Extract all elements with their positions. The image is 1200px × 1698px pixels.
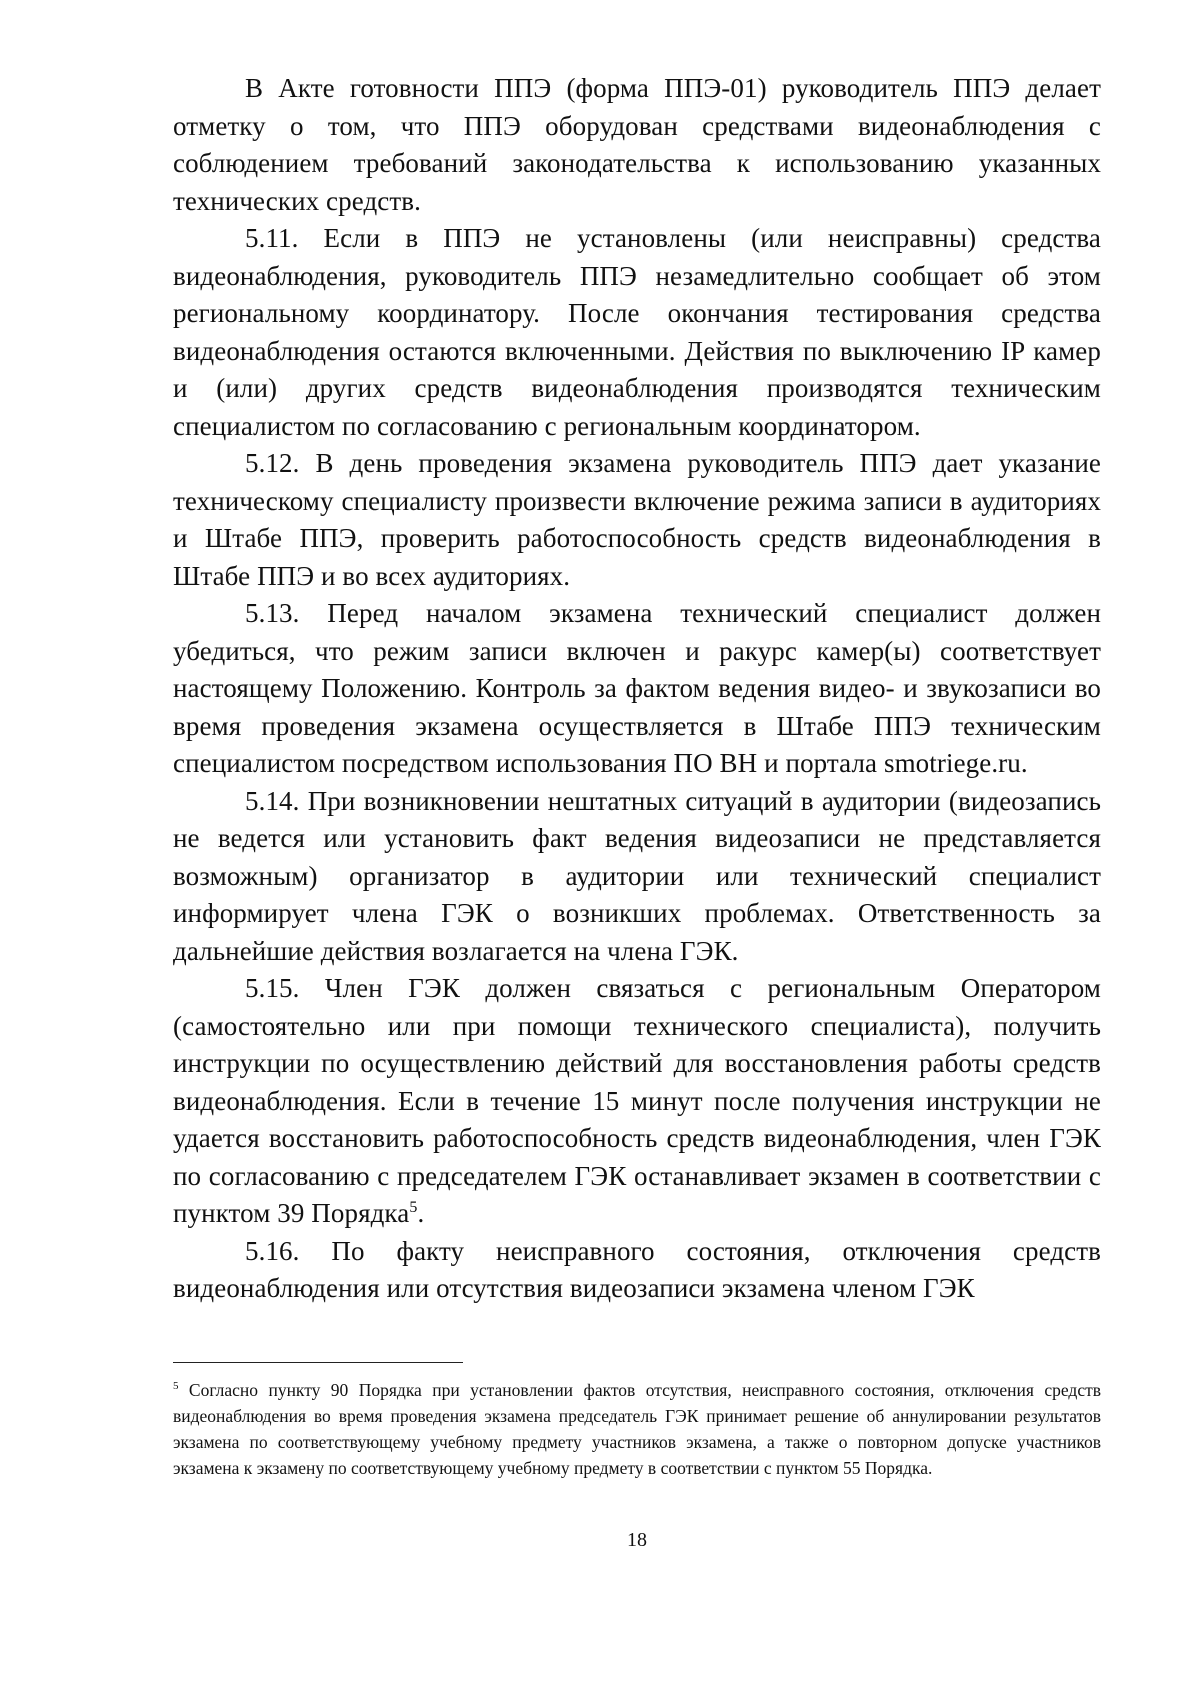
paragraph-5-12: 5.12. В день проведения экзамена руководитель ППЭ дает указание техническому специалисту произвести включение режима записи в аудиториях и Штабе ППЭ, проверить работоспособность средств видеонаблюдения в Штабе ППЭ и во всех аудиториях.: [173, 448, 1101, 591]
footnote-separator: [173, 1362, 463, 1363]
paragraph-intro: В Акте готовности ППЭ (форма ППЭ-01) руководитель ППЭ делает отметку о том, что ППЭ оборудован средствами видеонаблюдения с соблюдением требований законодательства к использованию указанных технических средств.: [173, 73, 1101, 216]
paragraph-5-15-tail: .: [417, 1198, 425, 1228]
footnote-mark: 5: [173, 1380, 179, 1393]
page-number: 18: [627, 1529, 647, 1551]
footnote-reference: 5: [409, 1199, 418, 1216]
paragraph-5-15: [173, 970, 1101, 1233]
paragraph-5-11: 5.11. Если в ППЭ не установлены (или неисправны) средства видеонаблюдения, руководитель ППЭ незамедлительно сообщает об этом региональному координатору. После окончания тестирования средства видеонаблюдения остаются включенными. Действия по выключению IP камер и (или) других средств видеонаблюдения производятся техническим специалистом по согласованию с региональным координатором.: [173, 223, 1101, 441]
body-text: [173, 70, 1101, 1308]
footnote: [173, 1377, 1101, 1481]
paragraph-5-13: 5.13. Перед началом экзамена технический специалист должен убедиться, что режим записи включен и ракурс камер(ы) соответствует настоящему Положению. Контроль за фактом ведения видео- и звукозаписи во время проведения экзамена осуществляется в Штабе ППЭ техническим специалистом посредством использования ПО ВН и портала smotriege.ru.: [173, 598, 1101, 778]
paragraph-5-14: 5.14. При возникновении нештатных ситуаций в аудитории (видеозапись не ведется или установить факт ведения видеозаписи не представляется возможным) организатор в аудитории или технический специалист информирует члена ГЭК о возникших проблемах. Ответственность за дальнейшие действия возлагается на члена ГЭК.: [173, 785, 1101, 966]
paragraph-5-16: 5.16. По факту неисправного состояния, отключения средств видеонаблюдения или отсутствия видеозаписи экзамена членом ГЭК: [173, 1235, 1101, 1303]
footnote-text: Согласно пункту 90 Порядка при установлении фактов отсутствия, неисправного состояния, отключения средств видеонаблюдения во время проведения экзамена председатель ГЭК принимает решение об аннулировании результатов экзамена по соответствующему учебному предмету участников экзамена, а также о повторном допуске участников экзамена к экзамену по соответствующему учебному предмету в соответствии с пунктом 55 Порядка.: [173, 1380, 1101, 1478]
paragraph-5-15-text: 5.15. Член ГЭК должен связаться с региональным Оператором (самостоятельно или при помощи технического специалиста), получить инструкции по осуществлению действий для восстановления работы средств видеонаблюдения. Если в течение 15 минут после получения инструкции не удается восстановить работоспособность средств видеонаблюдения, член ГЭК по согласованию с председателем ГЭК останавливает экзамен в соответствии с пунктом 39 Порядка: [173, 973, 1101, 1228]
